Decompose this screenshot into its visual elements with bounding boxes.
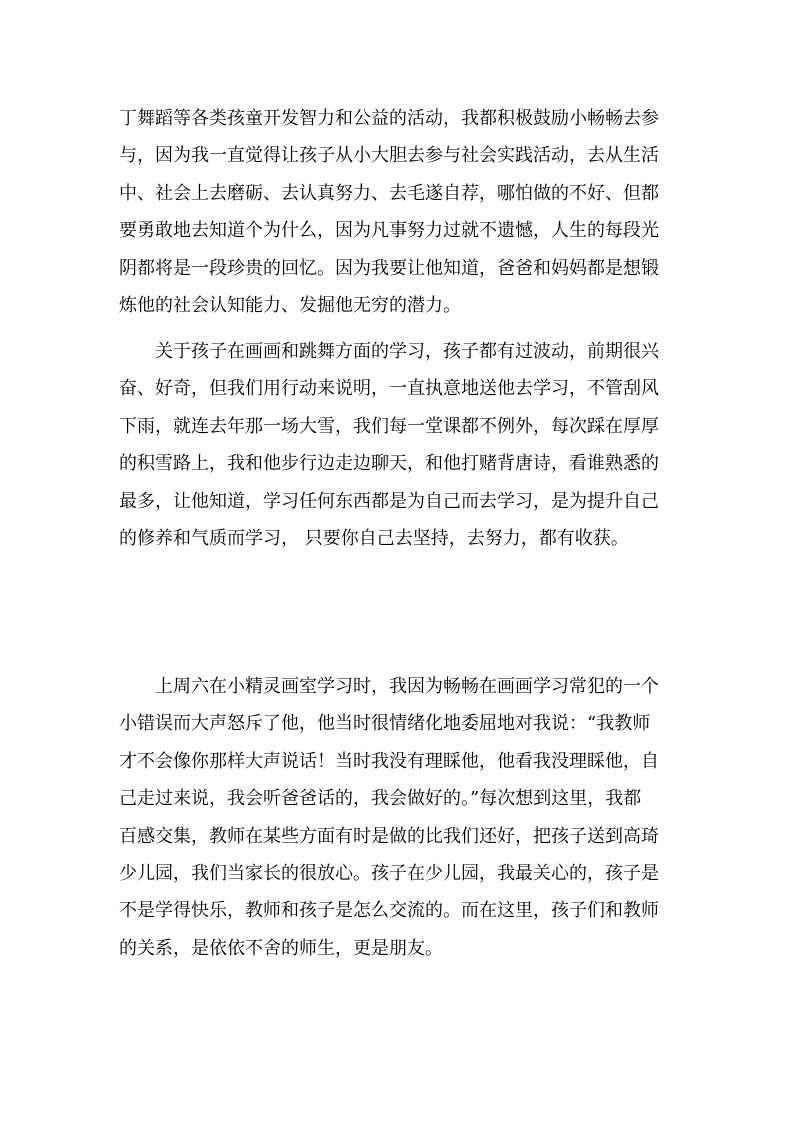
text-line: 的关系，是依依不舍的师生，更是朋友。 — [119, 937, 443, 959]
text-line: 上周六在小精灵画室学习时，我因为畅畅在画画学习常犯的一个 — [155, 676, 659, 697]
text-line: 的修养和气质而学习， 只要你自己去坚持，去努力，都有收获。 — [119, 527, 629, 549]
text-line: 关于孩子在画画和跳舞方面的学习，孩子都有过波动，前期很兴 — [155, 341, 659, 362]
text-line: 丁舞蹈等各类孩童开发智力和公益的活动，我都积极鼓励小畅畅去参 — [119, 108, 659, 129]
paragraph-2 — [119, 333, 679, 557]
text-line: 最多，让他知道，学习任何东西都是为自己而去学习，是为提升自己 — [119, 490, 659, 512]
paragraph-3 — [119, 668, 679, 967]
text-line: 与，因为我一直觉得让孩子从小大胆去参与社会实践活动，去从生活 — [119, 145, 659, 167]
text-line: 下雨，就连去年那一场大雪，我们每一堂课都不例外，每次踩在厚厚 — [119, 415, 659, 437]
text-line: 才不会像你那样大声说话！当时我没有理睬他，他看我没理睬他，自 — [119, 750, 659, 772]
text-line: 不是学得快乐，教师和孩子是怎么交流的。而在这里，孩子们和教师 — [119, 900, 659, 922]
text-line: 奋、好奇，但我们用行动来说明，一直执意地送他去学习，不管刮风 — [119, 378, 659, 400]
text-line: 中、社会上去磨砺、去认真努力、去毛遂自荐，哪怕做的不好、但都 — [119, 182, 659, 204]
text-line: 己走过来说，我会听爸爸话的，我会做好的。”每次想到这里，我都 — [119, 788, 642, 810]
text-line: 炼他的社会认知能力、发掘他无穷的潜力。 — [119, 294, 461, 316]
text-line: 要勇敢地去知道个为什么，因为凡事努力过就不遗憾，人生的每段光 — [119, 220, 659, 242]
text-line: 百感交集，教师在某些方面有时是做的比我们还好，把孩子送到高琦 — [119, 825, 659, 847]
paragraph-1 — [119, 100, 679, 324]
text-line: 的积雪路上，我和他步行边走边聊天，和他打赌背唐诗，看谁熟悉的 — [119, 453, 659, 475]
text-line: 少儿园，我们当家长的很放心。孩子在少儿园，我最关心的，孩子是 — [119, 862, 659, 884]
text-line: 小错误而大声怒斥了他，他当时很情绪化地委屈地对我说：“我教师 — [119, 713, 651, 735]
text-line: 阴都将是一段珍贵的回忆。因为我要让他知道，爸爸和妈妈都是想锻 — [119, 257, 659, 279]
